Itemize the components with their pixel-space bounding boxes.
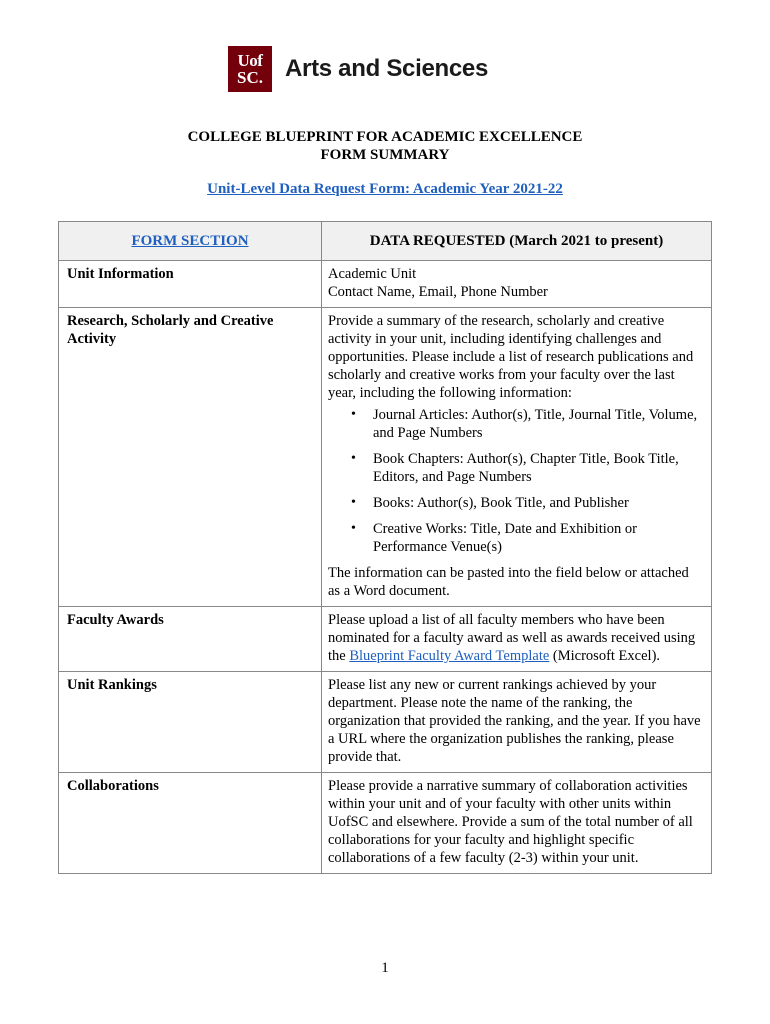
table-row: [59, 773, 712, 874]
row-line: Contact Name, Email, Phone Number: [328, 284, 548, 300]
table-row: [59, 308, 712, 607]
row-label: Research, Scholarly and Creative Activity: [59, 308, 322, 607]
row-text: Please list any new or current rankings achieved by your department. Please note the name of the ranking, the organization that provided the ranking, and the year. If you have a URL where the organization publishes the ranking, please provide that.: [328, 677, 701, 765]
page-number: 1: [381, 960, 389, 976]
header: [228, 46, 488, 92]
row-line: Academic Unit: [328, 266, 417, 282]
row-label: Unit Rankings: [59, 672, 322, 773]
row-text: [328, 611, 703, 665]
header-data-requested: DATA REQUESTED (March 2021 to present): [322, 222, 712, 261]
table-header-row: [59, 222, 712, 261]
title-line2: FORM SUMMARY: [320, 147, 450, 163]
logo-line2: SC.: [237, 68, 263, 87]
table-row: [59, 261, 712, 308]
row-label: Faculty Awards: [59, 607, 322, 672]
row-text-post: (Microsoft Excel).: [549, 648, 661, 664]
row-value: [322, 672, 712, 773]
table-row: [59, 672, 712, 773]
row-value: [322, 607, 712, 672]
form-summary-table: [58, 221, 712, 874]
list-item: • Books: Author(s), Book Title, and Publisher: [373, 494, 703, 512]
row-outro: The information can be pasted into the field below or attached as a Word document.: [328, 565, 689, 599]
brand-title: Arts and Sciences: [285, 55, 488, 82]
row-value: [322, 773, 712, 874]
row-value: [322, 261, 712, 308]
row-value: [322, 308, 712, 607]
title-line1: COLLEGE BLUEPRINT FOR ACADEMIC EXCELLENCE: [187, 129, 583, 145]
template-link[interactable]: Blueprint Faculty Award Template: [349, 648, 550, 664]
row-label: Unit Information: [59, 261, 322, 308]
list-item: • Creative Works: Title, Date and Exhibition or Performance Venue(s): [373, 520, 703, 556]
uofsc-logo: [228, 46, 272, 92]
row-text: Please provide a narrative summary of collaboration activities within your unit and of your faculty with other units within UofSC and elsewhere. Provide a sum of the total number of all collaborations for your faculty and highlight specific collaborations of a few faculty (2-3) within your unit.: [328, 778, 693, 866]
document-titles: [0, 128, 770, 198]
row-intro: Provide a summary of the research, scholarly and creative activity in your unit, including identifying challenges and opportunities. Please include a list of research publications and scholarly and creative works from your faculty over the last year, including the following information:: [328, 313, 694, 401]
bullet-list: [328, 406, 703, 556]
subtitle-link[interactable]: Unit-Level Data Request Form: Academic Year 2021-22: [207, 181, 563, 197]
header-form-section[interactable]: FORM SECTION: [59, 222, 322, 261]
logo-line1: Uof: [237, 51, 263, 70]
row-text-pre: Please upload a list of all faculty members who have been nominated for a faculty award as well as awards received using the: [328, 612, 696, 664]
list-item: • Book Chapters: Author(s), Chapter Title, Book Title, Editors, and Page Numbers: [373, 450, 703, 486]
row-label: Collaborations: [59, 773, 322, 874]
table-row: [59, 607, 712, 672]
list-item: • Journal Articles: Author(s), Title, Journal Title, Volume, and Page Numbers: [373, 406, 703, 442]
